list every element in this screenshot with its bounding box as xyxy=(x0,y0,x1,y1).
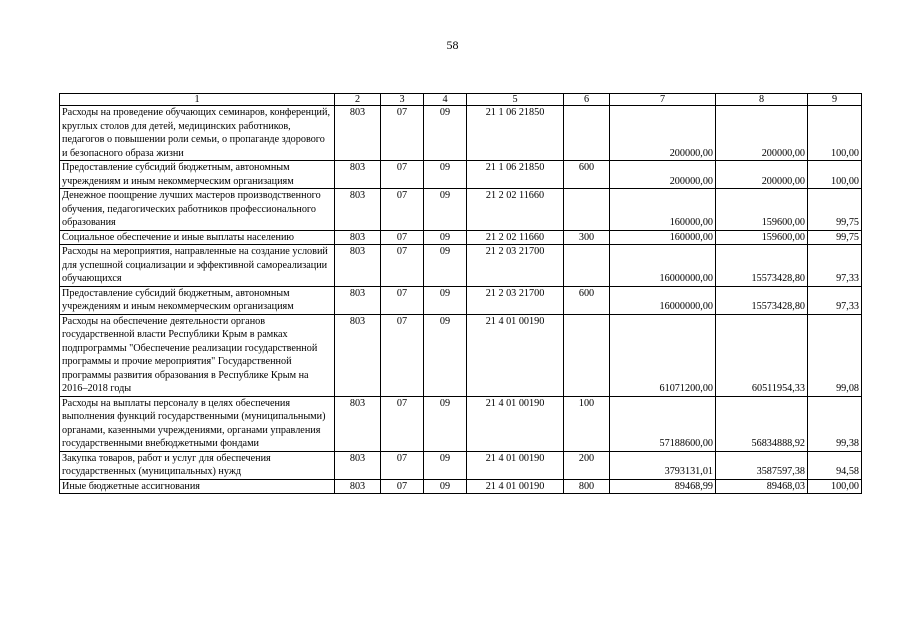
percent-cell: 94,58 xyxy=(808,451,862,479)
table-row xyxy=(60,396,862,451)
ministry-code-cell: 803 xyxy=(335,230,381,245)
ministry-code-cell: 803 xyxy=(335,451,381,479)
table-row xyxy=(60,161,862,189)
ministry-code-cell: 803 xyxy=(335,106,381,161)
budget-table xyxy=(59,93,862,494)
percent-cell: 99,75 xyxy=(808,230,862,245)
section-code-cell: 07 xyxy=(381,451,424,479)
subsection-code-cell: 09 xyxy=(424,161,467,189)
ministry-code-cell: 803 xyxy=(335,479,381,494)
expense-kind-cell xyxy=(564,189,610,231)
header-cell: 4 xyxy=(424,94,467,106)
percent-cell: 100,00 xyxy=(808,479,862,494)
section-code-cell: 07 xyxy=(381,245,424,287)
percent-cell: 100,00 xyxy=(808,106,862,161)
expense-kind-cell: 100 xyxy=(564,396,610,451)
ministry-code-cell: 803 xyxy=(335,189,381,231)
percent-cell: 100,00 xyxy=(808,161,862,189)
name-cell: Расходы на проведение обучающих семинаров, конференций, круглых столов для детей, медицинских работников, педагогов о повышении роли семьи, о пропаганде здорового и безопасного образа жизни xyxy=(60,106,335,161)
subsection-code-cell: 09 xyxy=(424,106,467,161)
section-code-cell: 07 xyxy=(381,479,424,494)
ministry-code-cell: 803 xyxy=(335,245,381,287)
page-number: 58 xyxy=(446,38,459,52)
plan-amount-cell: 3793131,01 xyxy=(610,451,716,479)
fact-amount-cell: 60511954,33 xyxy=(716,314,808,396)
plan-amount-cell: 57188600,00 xyxy=(610,396,716,451)
fact-amount-cell: 200000,00 xyxy=(716,106,808,161)
name-cell: Предоставление субсидий бюджетным, автономным учреждениям и иным некоммерческим организациям xyxy=(60,161,335,189)
target-article-cell: 21 4 01 00190 xyxy=(467,314,564,396)
fact-amount-cell: 89468,03 xyxy=(716,479,808,494)
target-article-cell: 21 2 03 21700 xyxy=(467,286,564,314)
header-cell: 3 xyxy=(381,94,424,106)
header-row xyxy=(60,94,862,106)
expense-kind-cell xyxy=(564,314,610,396)
ministry-code-cell: 803 xyxy=(335,161,381,189)
section-code-cell: 07 xyxy=(381,314,424,396)
section-code-cell: 07 xyxy=(381,106,424,161)
header-cell: 5 xyxy=(467,94,564,106)
header-cell: 6 xyxy=(564,94,610,106)
name-cell: Расходы на обеспечение деятельности органов государственной власти Республики Крым в рамках подпрограммы "Обеспечение реализации государственной программы и прочие мероприятия" Государственной программы развития образования в Республике Крым на 2016–2018 годы xyxy=(60,314,335,396)
header-cell: 8 xyxy=(716,94,808,106)
name-cell: Предоставление субсидий бюджетным, автономным учреждениям и иным некоммерческим организациям xyxy=(60,286,335,314)
subsection-code-cell: 09 xyxy=(424,451,467,479)
name-cell: Расходы на выплаты персоналу в целях обеспечения выполнения функций государственными (муниципальными) органами, казенными учреждениями, органами управления государственными внебюджетными фондами xyxy=(60,396,335,451)
ministry-code-cell: 803 xyxy=(335,286,381,314)
table-row xyxy=(60,479,862,494)
target-article-cell: 21 4 01 00190 xyxy=(467,396,564,451)
plan-amount-cell: 16000000,00 xyxy=(610,245,716,287)
subsection-code-cell: 09 xyxy=(424,314,467,396)
expense-kind-cell: 300 xyxy=(564,230,610,245)
table-row xyxy=(60,106,862,161)
target-article-cell: 21 2 02 11660 xyxy=(467,189,564,231)
target-article-cell: 21 2 03 21700 xyxy=(467,245,564,287)
subsection-code-cell: 09 xyxy=(424,189,467,231)
plan-amount-cell: 160000,00 xyxy=(610,189,716,231)
expense-kind-cell: 600 xyxy=(564,286,610,314)
table-row xyxy=(60,189,862,231)
fact-amount-cell: 15573428,80 xyxy=(716,286,808,314)
expense-kind-cell: 600 xyxy=(564,161,610,189)
fact-amount-cell: 159600,00 xyxy=(716,189,808,231)
section-code-cell: 07 xyxy=(381,286,424,314)
percent-cell: 97,33 xyxy=(808,286,862,314)
name-cell: Закупка товаров, работ и услуг для обеспечения государственных (муниципальных) нужд xyxy=(60,451,335,479)
expense-kind-cell: 800 xyxy=(564,479,610,494)
table-row xyxy=(60,245,862,287)
header-cell: 1 xyxy=(60,94,335,106)
plan-amount-cell: 160000,00 xyxy=(610,230,716,245)
ministry-code-cell: 803 xyxy=(335,396,381,451)
section-code-cell: 07 xyxy=(381,396,424,451)
fact-amount-cell: 3587597,38 xyxy=(716,451,808,479)
plan-amount-cell: 16000000,00 xyxy=(610,286,716,314)
subsection-code-cell: 09 xyxy=(424,286,467,314)
subsection-code-cell: 09 xyxy=(424,245,467,287)
table-row xyxy=(60,230,862,245)
percent-cell: 99,08 xyxy=(808,314,862,396)
table-row xyxy=(60,451,862,479)
name-cell: Расходы на мероприятия, направленные на создание условий для успешной социализации и эффективной самореализации обучающихся xyxy=(60,245,335,287)
fact-amount-cell: 200000,00 xyxy=(716,161,808,189)
expense-kind-cell: 200 xyxy=(564,451,610,479)
percent-cell: 99,75 xyxy=(808,189,862,231)
target-article-cell: 21 2 02 11660 xyxy=(467,230,564,245)
plan-amount-cell: 61071200,00 xyxy=(610,314,716,396)
subsection-code-cell: 09 xyxy=(424,479,467,494)
percent-cell: 99,38 xyxy=(808,396,862,451)
target-article-cell: 21 1 06 21850 xyxy=(467,106,564,161)
section-code-cell: 07 xyxy=(381,189,424,231)
ministry-code-cell: 803 xyxy=(335,314,381,396)
header-cell: 9 xyxy=(808,94,862,106)
subsection-code-cell: 09 xyxy=(424,396,467,451)
percent-cell: 97,33 xyxy=(808,245,862,287)
expense-kind-cell xyxy=(564,106,610,161)
plan-amount-cell: 200000,00 xyxy=(610,161,716,189)
fact-amount-cell: 159600,00 xyxy=(716,230,808,245)
section-code-cell: 07 xyxy=(381,161,424,189)
section-code-cell: 07 xyxy=(381,230,424,245)
table-row xyxy=(60,314,862,396)
name-cell: Иные бюджетные ассигнования xyxy=(60,479,335,494)
expense-kind-cell xyxy=(564,245,610,287)
table-row xyxy=(60,286,862,314)
plan-amount-cell: 200000,00 xyxy=(610,106,716,161)
header-cell: 2 xyxy=(335,94,381,106)
name-cell: Социальное обеспечение и иные выплаты населению xyxy=(60,230,335,245)
header-cell: 7 xyxy=(610,94,716,106)
target-article-cell: 21 1 06 21850 xyxy=(467,161,564,189)
fact-amount-cell: 15573428,80 xyxy=(716,245,808,287)
target-article-cell: 21 4 01 00190 xyxy=(467,451,564,479)
plan-amount-cell: 89468,99 xyxy=(610,479,716,494)
target-article-cell: 21 4 01 00190 xyxy=(467,479,564,494)
name-cell: Денежное поощрение лучших мастеров производственного обучения, педагогических работников профессионального образования xyxy=(60,189,335,231)
fact-amount-cell: 56834888,92 xyxy=(716,396,808,451)
table-body xyxy=(60,94,862,494)
subsection-code-cell: 09 xyxy=(424,230,467,245)
